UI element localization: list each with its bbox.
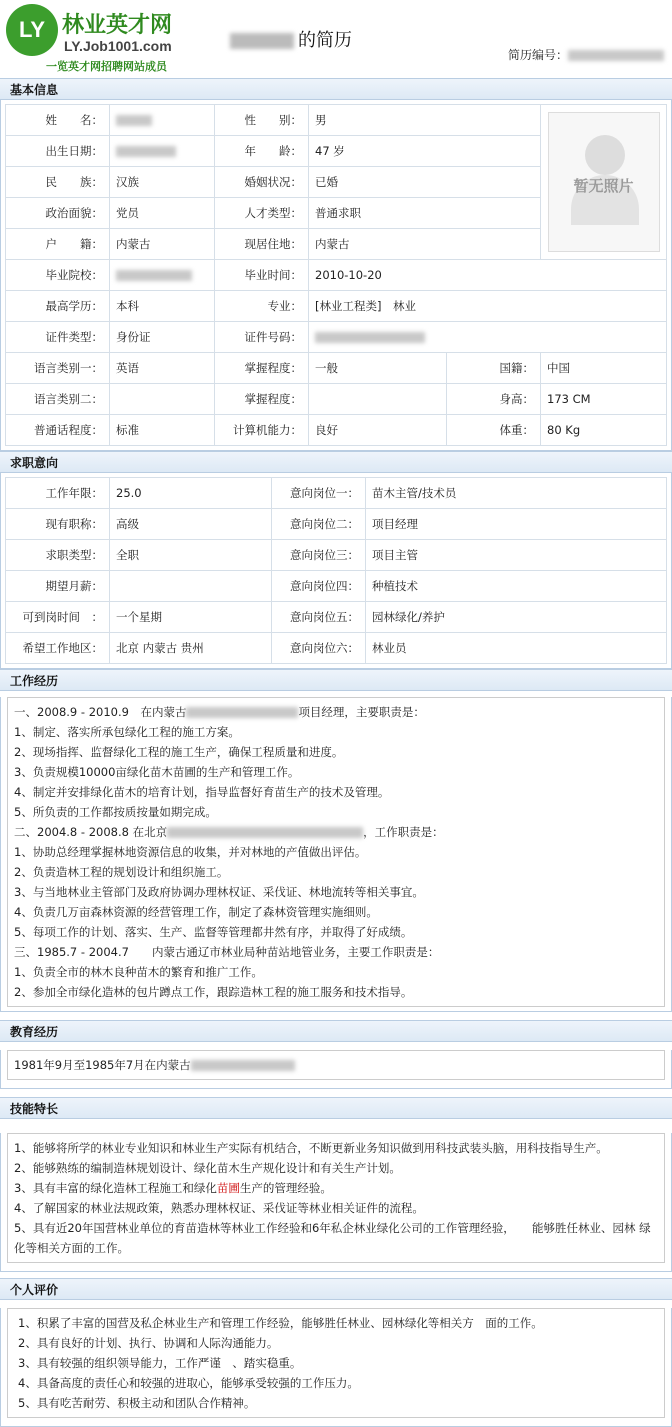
jobtype-value: 全职 [110,540,272,571]
nation-value: 汉族 [110,167,215,198]
pos4-value: 种植技术 [366,571,667,602]
work-line: 2、现场指挥、监督绿化工程的施工生产，确保工程质量和进度。 [14,745,344,759]
work-line: 4、负责几万亩森林资源的经营管理工作，制定了森林资管理实施细则。 [14,905,378,919]
idno-label: 证件号码： [215,322,309,353]
section-basic-info: 基本信息 [0,78,672,100]
pos5-label: 意向岗位五： [272,602,366,633]
idtype-label: 证件类型： [6,322,110,353]
school-value [110,260,215,291]
skill-line: 1、能够将所学的林业专业知识和林业生产实际有机结合，不断更新业务知识做到用科技武装头脑，用科技指导生产。 [14,1141,608,1155]
weight-value: 80 Kg [541,415,667,446]
pos6-value: 林业员 [366,633,667,664]
salary-value [110,571,272,602]
lang2-value [110,384,215,415]
pos1-value: 苗木主管/技术员 [366,478,667,509]
work-line: 4、制定并安排绿化苗木的培育计划，指导监督好育苗生产的技术及管理。 [14,785,390,799]
major-value: [林业工程类] 林业 [309,291,667,322]
logo-domain: LY.Job1001.com [64,38,172,54]
work-line: 三、1985.7 - 2004.7 内蒙古通辽市林业局种苗站地管业务，主要工作职责是： [14,945,440,959]
resume-title: 的简历 [230,26,352,52]
talent-label: 人才类型： [215,198,309,229]
nationality-label: 国籍： [447,353,541,384]
name-value [110,105,215,136]
level2-value [309,384,447,415]
birth-value [110,136,215,167]
age-label: 年 龄： [215,136,309,167]
area-label: 希望工作地区： [6,633,110,664]
work-line: 1、制定、落实所承包绿化工程的施工方案。 [14,725,240,739]
political-value: 党员 [110,198,215,229]
nationality-value: 中国 [541,353,667,384]
level1-label: 掌握程度： [215,353,309,384]
skill-line: 2、能够熟练的编制造林规划设计、绿化苗木生产规化设计和有关生产计划。 [14,1161,401,1175]
work-line: 1、协助总经理掌握林地资源信息的收集，并对林地的产值做出评估。 [14,845,367,859]
lang1-value: 英语 [110,353,215,384]
school-label: 毕业院校： [6,260,110,291]
talent-value: 普通求职 [309,198,541,229]
job-intent-table [5,477,667,664]
self-evaluation-panel [0,1308,672,1427]
site-logo[interactable] [6,4,216,76]
no-photo-placeholder: 暂无照片 [548,112,660,252]
pos5-value: 园林绿化/养护 [366,602,667,633]
skill-line: 5、具有近20年国营林业单位的育苗造林等林业工作经验和6年私企林业绿化公司的工作管理经验， 能够胜任林业、园林 绿化等相关方面的工作。 [14,1221,651,1255]
political-label: 政治面貌： [6,198,110,229]
work-line: 5、每项工作的计划、落实、生产、监督等管理都井然有序，并取得了好成绩。 [14,925,413,939]
degree-label: 最高学历： [6,291,110,322]
education-panel [0,1050,672,1089]
section-job-intent: 求职意向 [0,451,672,473]
skills-panel [0,1133,672,1272]
hukou-value: 内蒙古 [110,229,215,260]
lang1-label: 语言类别一： [6,353,110,384]
gender-label: 性 别： [215,105,309,136]
eval-line: 5、具有吃苦耐劳、积极主动和团队合作精神。 [18,1396,256,1410]
grad-value: 2010-10-20 [309,260,667,291]
degree-value: 本科 [110,291,215,322]
residence-label: 现居住地： [215,229,309,260]
self-evaluation-text [7,1308,665,1418]
work-experience-text [7,697,665,1007]
years-label: 工作年限： [6,478,110,509]
logo-slogan: 一览英才网招聘网站成员 [46,60,167,73]
pos6-label: 意向岗位六： [272,633,366,664]
work-line: 2、负责造林工程的规划设计和组织施工。 [14,865,229,879]
education-text [7,1050,665,1080]
computer-label: 计算机能力： [215,415,309,446]
logo-badge: LY [6,4,58,56]
marital-label: 婚姻状况： [215,167,309,198]
work-line: 一、2008.9 - 2010.9 在内蒙古 项目经理，主要职责是： [14,705,425,719]
area-value: 北京 内蒙古 贵州 [110,633,272,664]
education-line: 1981年9月至1985年7月在内蒙古 [14,1055,658,1075]
height-label: 身高： [447,384,541,415]
blurred-name [230,33,294,49]
logo-name: 林业英才网 [62,13,173,38]
title-value: 高级 [110,509,272,540]
eval-line: 2、具有良好的计划、执行、协调和人际沟通能力。 [18,1336,279,1350]
job-intent-panel [0,473,672,669]
gender-value: 男 [309,105,541,136]
skills-text [7,1133,665,1263]
idtype-value: 身份证 [110,322,215,353]
work-line: 二、2004.8 - 2008.8 在北京 ，工作职责是： [14,825,444,839]
age-value: 47 岁 [309,136,541,167]
arrive-value: 一个星期 [110,602,272,633]
blurred-resume-number [568,50,664,61]
arrive-label: 可到岗时间 ： [6,602,110,633]
resume-number: 简历编号： [508,46,664,63]
section-work-experience: 工作经历 [0,669,672,691]
grad-label: 毕业时间： [215,260,309,291]
title-label: 现有职称： [6,509,110,540]
hukou-label: 户 籍： [6,229,110,260]
level2-label: 掌握程度： [215,384,309,415]
photo-cell [541,105,667,260]
marital-value: 已婚 [309,167,541,198]
nation-label: 民 族： [6,167,110,198]
skill-line: 4、了解国家的林业法规政策，熟悉办理林权证、采伐证等林业相关证件的流程。 [14,1201,424,1215]
eval-line: 1、积累了丰富的国营及私企林业生产和管理工作经验，能够胜任林业、园林绿化等相关方 面的工作。 [18,1316,543,1330]
computer-value: 良好 [309,415,447,446]
level1-value: 一般 [309,353,447,384]
mandarin-label: 普通话程度： [6,415,110,446]
pos3-label: 意向岗位三： [272,540,366,571]
weight-label: 体重： [447,415,541,446]
section-skills: 技能特长 [0,1097,672,1119]
work-line: 2、参加全市绿化造林的包片蹲点工作，跟踪造林工程的施工服务和技术指导。 [14,985,413,999]
idno-value [309,322,667,353]
residence-value: 内蒙古 [309,229,541,260]
highlight-keyword: 苗圃 [216,1181,240,1195]
pos1-label: 意向岗位一： [272,478,366,509]
salary-label: 期望月薪： [6,571,110,602]
major-label: 专业： [215,291,309,322]
page-header [0,0,672,78]
name-label: 姓 名： [6,105,110,136]
work-line: 5、所负责的工作都按质按量如期完成。 [14,805,217,819]
pos2-label: 意向岗位二： [272,509,366,540]
work-line: 1、负责全市的林木良种苗木的繁育和推广工作。 [14,965,263,979]
pos4-label: 意向岗位四： [272,571,366,602]
section-education: 教育经历 [0,1020,672,1042]
lang2-label: 语言类别二： [6,384,110,415]
pos3-value: 项目主管 [366,540,667,571]
basic-info-table [5,104,667,446]
mandarin-value: 标准 [110,415,215,446]
work-experience-panel [0,697,672,1012]
height-value: 173 CM [541,384,667,415]
eval-line: 3、具有较强的组织领导能力，工作严谨 、踏实稳重。 [18,1356,302,1370]
skill-line: 3、具有丰富的绿化造林工程施工和绿化苗圃生产的管理经验。 [14,1181,332,1195]
pos2-value: 项目经理 [366,509,667,540]
years-value: 25.0 [110,478,272,509]
eval-line: 4、具备高度的责任心和较强的进取心，能够承受较强的工作压力。 [18,1376,359,1390]
work-line: 3、负责规模10000亩绿化苗木苗圃的生产和管理工作。 [14,765,300,779]
work-line: 3、与当地林业主管部门及政府协调办理林权证、采伐证、林地流转等相关事宜。 [14,885,424,899]
birth-label: 出生日期： [6,136,110,167]
basic-info-panel [0,100,672,451]
section-self-evaluation: 个人评价 [0,1278,672,1300]
jobtype-label: 求职类型： [6,540,110,571]
